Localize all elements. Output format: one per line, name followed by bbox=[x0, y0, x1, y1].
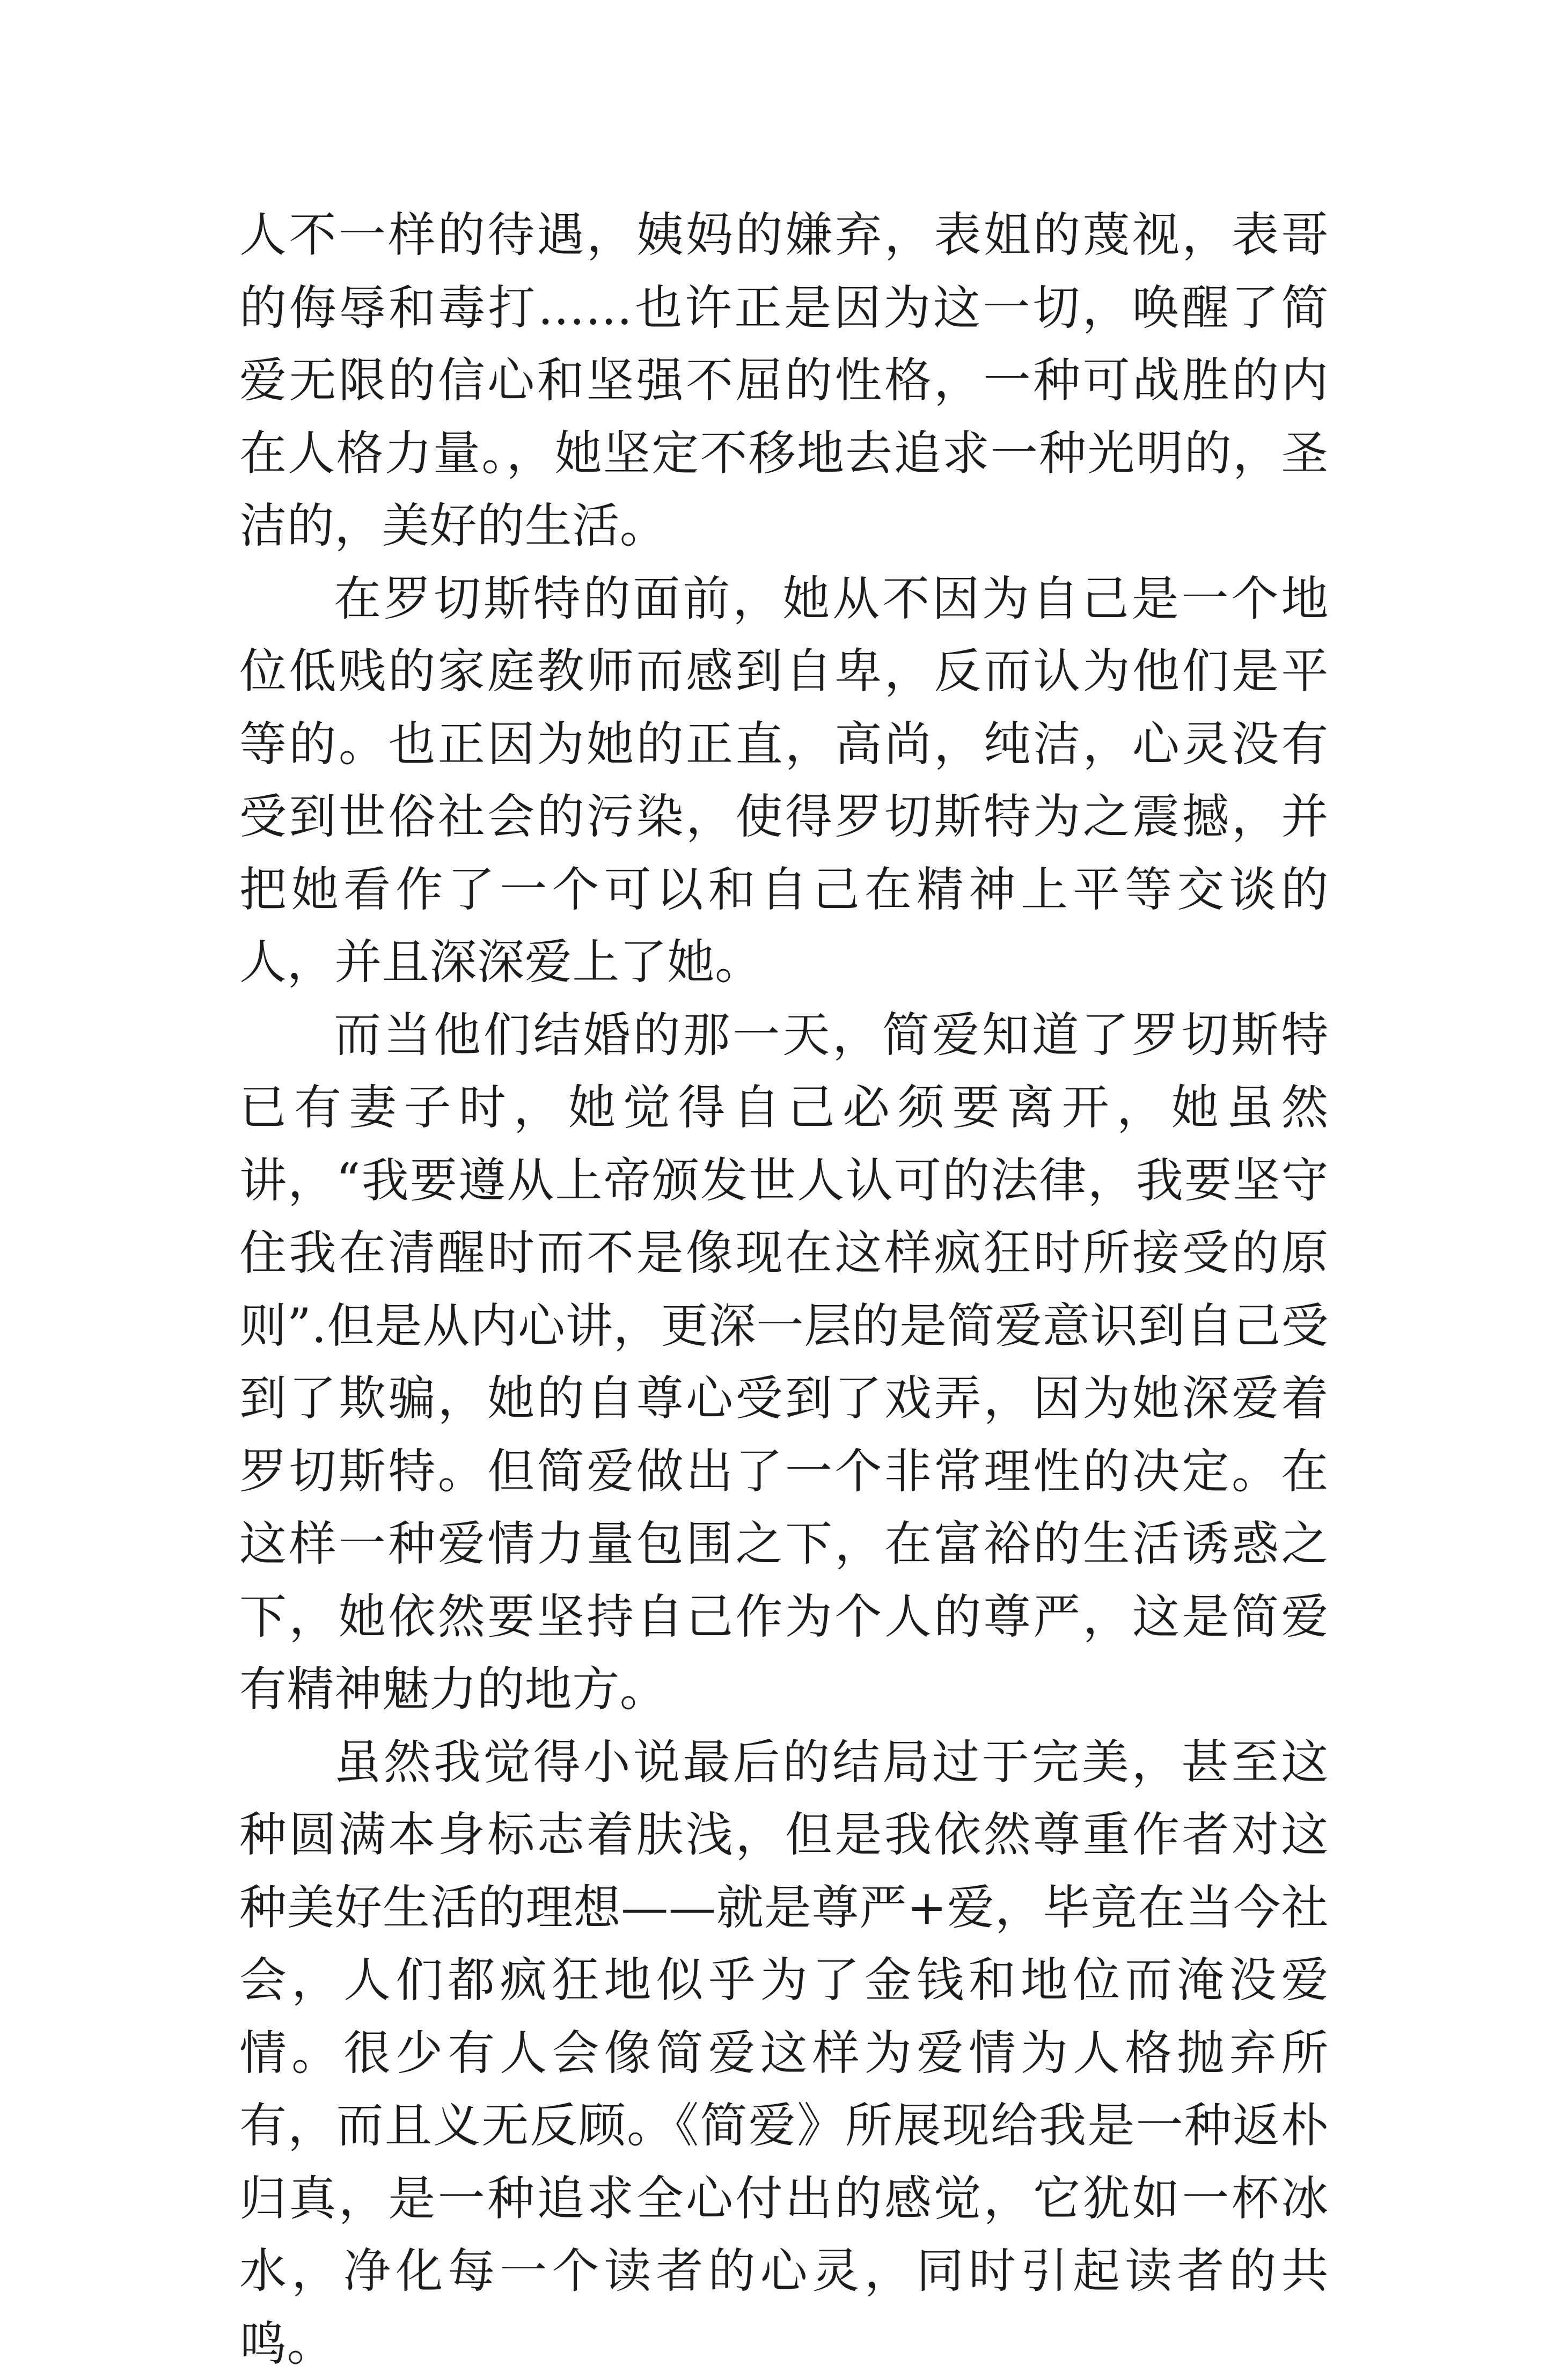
document-body bbox=[239, 199, 1329, 2380]
paragraph-4: 虽然我觉得小说最后的结局过于完美，甚至这种圆满本身标志着肤浅，但是我依然尊重作者对这种美好生活的理想——就是尊严+爱，毕竟在当今社会，人们都疯狂地似乎为了金钱和地位而淹没爱情。很少有人会像简爱这样为爱情为人格抛弃所有，而且义无反顾。《简爱》所展现给我是一种返朴归真，是一种追求全心付出的感觉，它犹如一杯冰水，净化每一个读者的心灵，同时引起读者的共鸣。 bbox=[239, 1726, 1329, 2380]
paragraph-2: 在罗切斯特的面前，她从不因为自己是一个地位低贱的家庭教师而感到自卑，反而认为他们是平等的。也正因为她的正直，高尚，纯洁，心灵没有受到世俗社会的污染，使得罗切斯特为之震撼，并把她看作了一个可以和自己在精神上平等交谈的人，并且深深爱上了她。 bbox=[239, 562, 1329, 999]
paragraph-1: 人不一样的待遇，姨妈的嫌弃，表姐的蔑视，表哥的侮辱和毒打……也许正是因为这一切，唤醒了简爱无限的信心和坚强不屈的性格，一种可战胜的内在人格力量。，她坚定不移地去追求一种光明的，圣洁的，美好的生活。 bbox=[239, 199, 1329, 562]
paragraph-3: 而当他们结婚的那一天，简爱知道了罗切斯特已有妻子时，她觉得自己必须要离开，她虽然讲，“我要遵从上帝颁发世人认可的法律，我要坚守住我在清醒时而不是像现在这样疯狂时所接受的原则”.但是从内心讲，更深一层的是简爱意识到自己受到了欺骗，她的自尊心受到了戏弄，因为她深爱着罗切斯特。但简爱做出了一个非常理性的决定。在这样一种爱情力量包围之下，在富裕的生活诱惑之下，她依然要坚持自己作为个人的尊严，这是简爱有精神魅力的地方。 bbox=[239, 999, 1329, 1726]
